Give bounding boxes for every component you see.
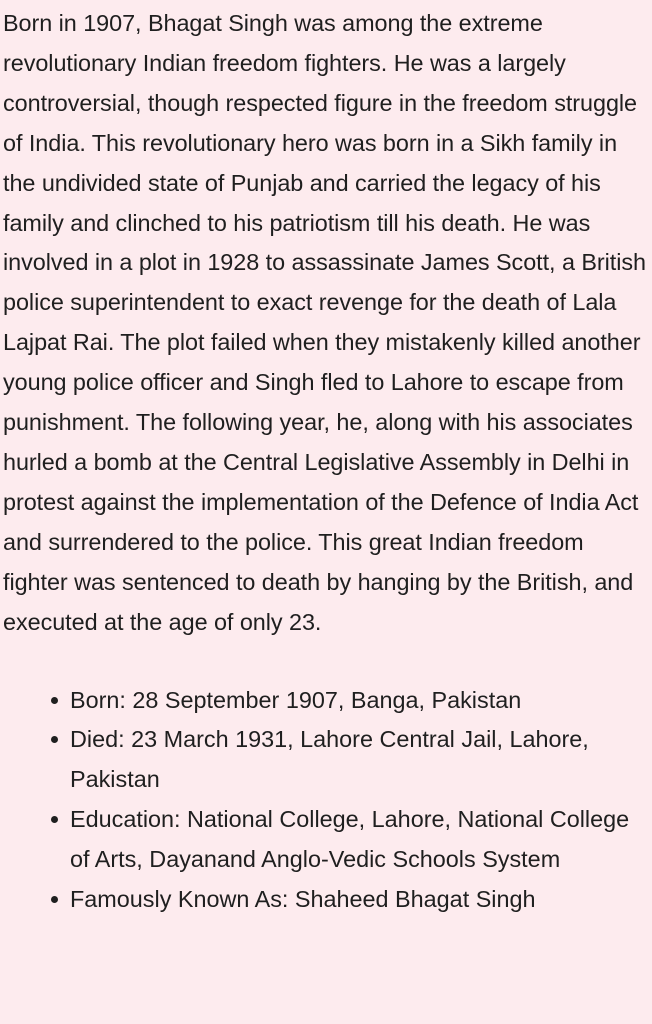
fact-known-as-text: Famously Known As: Shaheed Bhagat Singh	[70, 886, 536, 913]
fact-died	[70, 720, 645, 800]
fact-education	[70, 800, 645, 880]
fact-born	[70, 681, 645, 721]
bullet-icon	[51, 736, 58, 743]
bullet-icon	[51, 816, 58, 823]
fact-education-text: Education: National College, Lahore, National College of Arts, Dayanand Anglo-Vedic Schools System	[70, 806, 630, 873]
bullet-icon	[51, 697, 58, 704]
biography-paragraph: Born in 1907, Bhagat Singh was among the extreme revolutionary Indian freedom fighters. He was a largely controversial, though respected figure in the freedom struggle of India. This revolutionary hero was born in a Sikh family in the undivided state of Punjab and carried the legacy of his family and clinched to his patriotism till his death. He was involved in a plot in 1928 to assassinate James Scott, a British police superintendent to exact revenge for the death of Lala Lajpat Rai. The plot failed when they mistakenly killed another young police officer and Singh fled to Lahore to escape from punishment. The following year, he, along with his associates hurled a bomb at the Central Legislative Assembly in Delhi in protest against the implementation of the Defence of India Act and surrendered to the police. This great Indian freedom fighter was sentenced to death by hanging by the British, and executed at the age of only 23.	[3, 10, 646, 635]
fact-died-text: Died: 23 March 1931, Lahore Central Jail, Lahore, Pakistan	[70, 726, 589, 793]
fact-born-text: Born: 28 September 1907, Banga, Pakistan	[70, 686, 522, 713]
bullet-icon	[51, 896, 58, 903]
fact-known-as	[70, 880, 645, 920]
facts-list	[3, 681, 645, 920]
